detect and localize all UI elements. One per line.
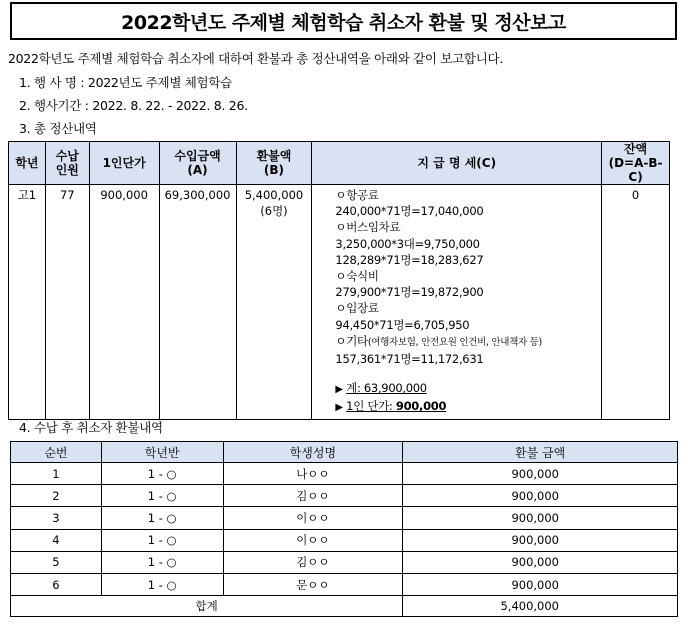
- row-name: 나ㅇㅇ: [223, 463, 403, 485]
- table-row: [11, 485, 678, 507]
- item-event-period: 2. 행사기간 : 2022. 8. 22. - 2022. 8. 26.: [19, 98, 248, 113]
- cell-refund: [236, 185, 312, 420]
- row-no: 5: [11, 551, 102, 573]
- intro-text: 2022학년도 주제별 체험학습 취소자에 대하여 환불과 총 정산내역을 아래와 같이 보고합니다.: [8, 51, 503, 66]
- row-name: 이ㅇㅇ: [223, 507, 403, 529]
- document-title: 2022학년도 주제별 체험학습 취소자 환불 및 정산보고: [10, 2, 677, 40]
- row-amount: 900,000: [403, 551, 678, 573]
- header-grade: 학년: [9, 142, 46, 185]
- table-row: [11, 529, 678, 551]
- arrow-right-icon: ▶: [335, 402, 343, 414]
- row-no: 6: [11, 573, 102, 595]
- row-name: 김ㅇㅇ: [223, 485, 403, 507]
- table-row: [11, 573, 678, 595]
- table-row: [11, 507, 678, 529]
- cell-count: 77: [45, 185, 89, 420]
- header-class: 학년반: [101, 442, 223, 463]
- per-person-line: ▶ 1인 단가: 900,000: [335, 399, 447, 414]
- row-name: 이ㅇㅇ: [223, 529, 403, 551]
- detail-line: 157,361*71명=11,172,631: [335, 352, 484, 367]
- section-refund-heading: 4. 수납 후 취소자 환불내역: [19, 420, 163, 435]
- row-name: 김ㅇㅇ: [223, 551, 403, 573]
- refund-header-row: [11, 442, 678, 463]
- detail-line: ㅇ항공료: [335, 188, 379, 202]
- row-name: 문ㅇㅇ: [223, 573, 403, 595]
- header-unit-price: 1인단가: [89, 142, 159, 185]
- cell-grade: 고1: [9, 185, 46, 420]
- detail-line: ㅇ입장료: [335, 301, 379, 316]
- detail-line: 279,900*71명=19,872,900: [335, 285, 484, 300]
- header-refund: 환불액 (B): [236, 142, 312, 185]
- row-no: 4: [11, 529, 102, 551]
- refund-table: [10, 441, 678, 617]
- settlement-header-row: [9, 142, 670, 185]
- detail-line: ㅇ버스임차료: [335, 220, 401, 235]
- row-class: 1 - ○: [101, 507, 223, 529]
- detail-line: 240,000*71명=17,040,000: [335, 204, 484, 219]
- cell-unit-price: 900,000: [89, 185, 159, 420]
- header-refund-amount: 환불 금액: [403, 442, 678, 463]
- row-amount: 900,000: [403, 485, 678, 507]
- total-line: ▶ 계: 63,900,000: [335, 381, 427, 396]
- detail-line: 128,289*71명=18,283,627: [335, 252, 484, 267]
- refund-count-note: (6명): [260, 204, 288, 219]
- item-settlement-heading: 3. 총 정산내역: [19, 121, 97, 136]
- row-class: 1 - ○: [101, 551, 223, 573]
- header-income: 수입금액 (A): [159, 142, 236, 185]
- header-count: 수납 인원: [45, 142, 89, 185]
- header-student-name: 학생성명: [223, 442, 403, 463]
- cell-income: 69,300,000: [159, 185, 236, 420]
- detail-line: ㅇ숙식비: [335, 269, 379, 284]
- header-balance: 잔액 (D=A-B-C): [602, 142, 670, 185]
- row-amount: 900,000: [403, 573, 678, 595]
- row-amount: 900,000: [403, 507, 678, 529]
- row-class: 1 - ○: [101, 485, 223, 507]
- per-person-value: 900,000: [395, 399, 447, 414]
- row-amount: 900,000: [403, 463, 678, 485]
- refund-amount: 5,400,000: [244, 188, 304, 202]
- row-class: 1 - ○: [101, 529, 223, 551]
- table-row: [11, 551, 678, 573]
- row-no: 2: [11, 485, 102, 507]
- refund-total-row: [11, 596, 678, 617]
- header-detail: 지 급 명 세(C): [312, 142, 602, 185]
- item-event-name: 1. 행 사 명 : 2022년도 주제별 체험학습: [19, 75, 232, 90]
- total-amount: 5,400,000: [403, 596, 678, 617]
- detail-line: 94,450*71명=6,705,950: [335, 317, 470, 332]
- arrow-right-icon: ▶: [335, 384, 343, 396]
- row-class: 1 - ○: [101, 573, 223, 595]
- row-no: 3: [11, 507, 102, 529]
- table-row: [11, 463, 678, 485]
- row-class: 1 - ○: [101, 463, 223, 485]
- detail-other-note: (여행자보험, 안전요원 인건비, 안내책자 등): [367, 336, 542, 348]
- detail-other: ㅇ기타(여행자보험, 안전요원 인건비, 안내책자 등): [335, 333, 542, 348]
- row-no: 1: [11, 463, 102, 485]
- cell-balance: 0: [602, 185, 670, 420]
- settlement-data-row: [9, 185, 670, 420]
- detail-line: 3,250,000*3대=9,750,000: [335, 236, 480, 251]
- cell-detail: [312, 185, 602, 420]
- row-amount: 900,000: [403, 529, 678, 551]
- total-label: 합계: [11, 596, 403, 617]
- settlement-table: [8, 141, 670, 420]
- header-no: 순번: [11, 442, 102, 463]
